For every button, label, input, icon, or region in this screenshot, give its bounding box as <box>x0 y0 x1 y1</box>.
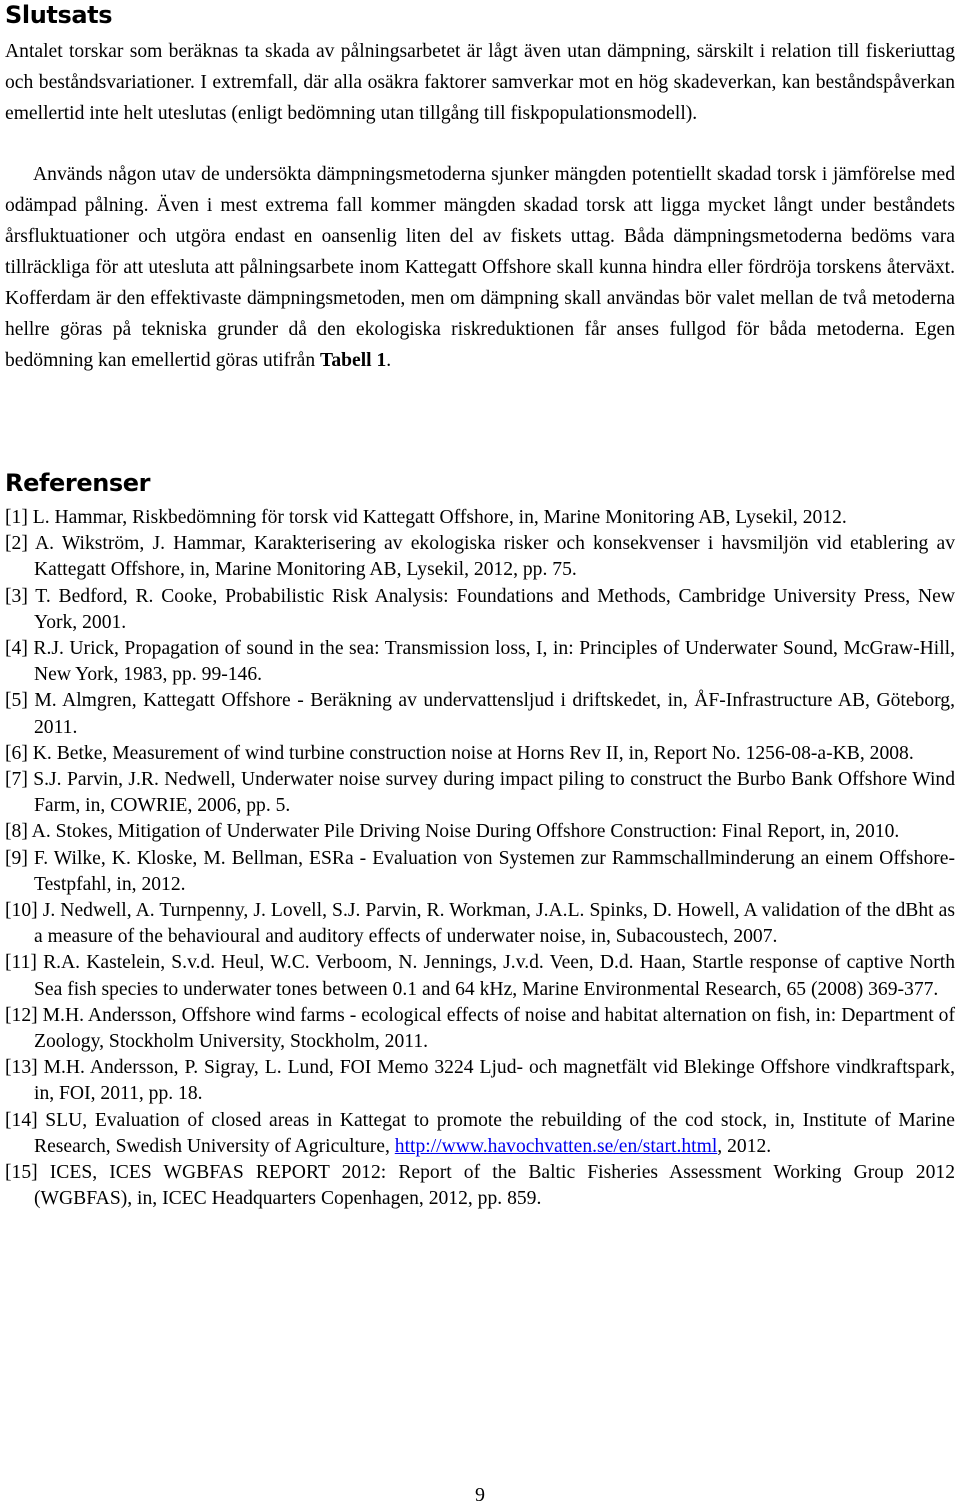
reference-item: [7] S.J. Parvin, J.R. Nedwell, Underwater noise survey during impact piling to construct the Burbo Bank Offshore Wind Farm, in, COWRIE, 2006, pp. 5. <box>5 769 955 817</box>
reference-14-text: [14] SLU, Evaluation of closed areas in Kattegat to promote the rebuilding of the cod stock, in, Institute of Marine Research, Swedish University of Agriculture, <box>5 1109 955 1157</box>
conclusion-paragraph-1: Antalet torskar som beräknas ta skada av pålningsarbetet är lågt även utan dämpning, särskilt i relation till fiskeriuttag och beståndsvariationer. I extremfall, där alla osäkra faktorer samverkar mot en hög skadeverkan, kan beståndspåverkan emellertid inte helt uteslutas (enligt bedömning utan tillgång till fiskpopulationsmodell). <box>5 41 955 124</box>
reference-item: [15] ICES, ICES WGBFAS REPORT 2012: Report of the Baltic Fisheries Assessment Working Group 2012 (WGBFAS), in, ICEC Headquarters Copenhagen, 2012, pp. 859. <box>5 1162 955 1210</box>
havochvatten-link[interactable]: http://www.havochvatten.se/en/start.html <box>394 1135 718 1157</box>
conclusion-paragraph-2 <box>5 159 955 376</box>
references-heading: Referenser <box>5 469 151 497</box>
reference-item: [4] R.J. Urick, Propagation of sound in the sea: Transmission loss, I, in: Principles of Underwater Sound, McGraw-Hill, New York, 1983, pp. 99-146. <box>5 638 955 686</box>
reference-item: [6] K. Betke, Measurement of wind turbine construction noise at Horns Rev II, in, Report No. 1256-08-a-KB, 2008. <box>5 742 914 764</box>
reference-item <box>5 1108 955 1160</box>
table-reference: Tabell 1 <box>320 350 387 371</box>
reference-14-year: , 2012. <box>717 1135 772 1157</box>
reference-item: [9] F. Wilke, K. Kloske, M. Bellman, ESRa - Evaluation von Systemen zur Rammschallminderung an einem Offshore-Testpfahl, in, 2012. <box>5 847 955 895</box>
reference-item: [10] J. Nedwell, A. Turnpenny, J. Lovell, S.J. Parvin, R. Workman, J.A.L. Spinks, D. Howell, A validation of the dBht as a measure of the behavioural and auditory effects of underwater noise, in, Subacoustech, 2007. <box>5 900 955 948</box>
reference-item: [11] R.A. Kastelein, S.v.d. Heul, W.C. Verboom, N. Jennings, J.v.d. Veen, D.d. Haan, Startle response of captive North Sea fish species to underwater tones between 0.1 and 64 kHz, Marine Environmental Research, 65 (2008) 369-377. <box>5 952 955 1000</box>
reference-item: [13] M.H. Andersson, P. Sigray, L. Lund, FOI Memo 3224 Ljud- och magnetfält vid Blekinge Offshore vindkraftspark, in, FOI, 2011, pp. 18. <box>5 1057 955 1105</box>
reference-item: [5] M. Almgren, Kattegatt Offshore - Beräkning av undervattensljud i driftskedet, in, ÅF-Infrastructure AB, Göteborg, 2011. <box>5 690 955 738</box>
page-number: 9 <box>475 1484 485 1506</box>
reference-item: [2] A. Wikström, J. Hammar, Karakterisering av ekologiska risker och konsekvenser i havsmiljön vid etablering av Kattegatt Offshore, in, Marine Monitoring AB, Lysekil, 2012, pp. 75. <box>5 533 955 581</box>
conclusion-paragraph-2-end: . <box>386 350 392 371</box>
reference-item: [12] M.H. Andersson, Offshore wind farms - ecological effects of noise and habitat alternation on fish, in: Department of Zoology, Stockholm University, Stockholm, 2011. <box>5 1004 955 1053</box>
reference-item: [8] A. Stokes, Mitigation of Underwater Pile Driving Noise During Offshore Construction: Final Report, in, 2010. <box>5 821 900 843</box>
reference-item: [3] T. Bedford, R. Cooke, Probabilistic Risk Analysis: Foundations and Methods, Cambridge University Press, New York, 2001. <box>5 585 955 633</box>
conclusion-paragraph-2-text: Används någon utav de undersökta dämpningsmetoderna sjunker mängden potentiellt skadad torsk i jämförelse med odämpad pålning. Även i mest extrema fall kommer mängden skadad torsk att ligga mycket långt under beståndets årsfluktuationer och utgöra endast en oansenlig liten del av fiskets uttag. Båda dämpningsmetoderna bedöms vara tillräckliga för att utesluta att pålningsarbete inom Kattegatt Offshore skall kunna hindra eller fördröja torskens återväxt. Kofferdam är den effektivaste dämpningsmetoden, men om dämpning skall användas bör valet mellan de två metoderna hellre göras på tekniska grunder då den ekologiska riskreduktionen får anses fullgod för båda metoderna. Egen bedömning kan emellertid göras utifrån <box>5 164 955 371</box>
reference-item: [1] L. Hammar, Riskbedömning för torsk vid Kattegatt Offshore, in, Marine Monitoring AB, Lysekil, 2012. <box>5 507 847 528</box>
reference-list <box>5 505 955 1212</box>
conclusion-heading: Slutsats <box>5 1 113 29</box>
